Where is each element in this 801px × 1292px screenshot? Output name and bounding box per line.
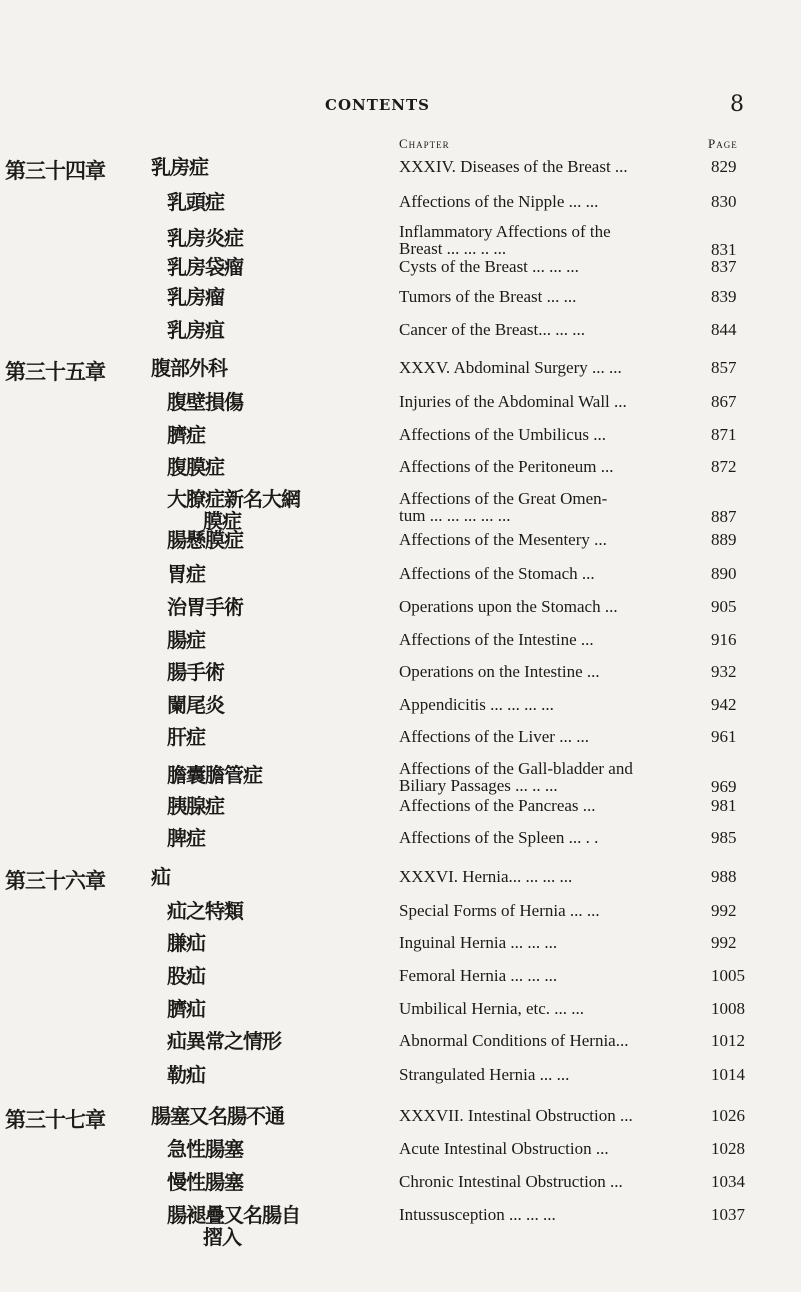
english-title: Femoral Hernia ... ... ... [399,966,558,985]
chinese-chapter-number: 第三十四章 [5,159,105,183]
chinese-title: 乳頭症 [167,190,224,214]
chinese-title-continued: 摺入 [203,1225,241,1249]
page-ref: 1028 [711,1139,745,1158]
english-title-continued: Breast ... ... .. ... [399,239,507,258]
chinese-title: 膁疝 [167,931,205,955]
chinese-title: 乳房炎症 [167,226,243,250]
page-ref: 985 [711,828,737,847]
english-title: XXXVI. Hernia... ... ... ... [399,867,573,886]
page-ref: 942 [711,695,737,714]
english-title: Affections of the Gall-bladder and [399,759,633,778]
page-ref: 1012 [711,1031,745,1050]
chinese-title: 疝 [151,865,170,889]
chinese-title: 乳房疽 [167,318,224,342]
page-ref: 992 [711,901,737,920]
page-ref: 887 [711,507,737,526]
english-title: Appendicitis ... ... ... ... [399,695,554,714]
english-title: Affections of the Liver ... ... [399,727,589,746]
chinese-chapter-number: 第三十七章 [5,1108,105,1132]
english-title: Intussusception ... ... ... [399,1205,556,1224]
chinese-title: 大膫症新名大網 [167,487,300,511]
page-ref: 857 [711,358,737,377]
page-ref: 844 [711,320,737,339]
page-ref: 992 [711,933,737,952]
page-ref: 1014 [711,1065,745,1084]
page-ref: 830 [711,192,737,211]
english-title: Cysts of the Breast ... ... ... [399,257,579,276]
chinese-title: 疝之特類 [167,899,243,923]
chinese-title: 腸塞又名腸不通 [151,1104,284,1128]
chinese-title: 臍疝 [167,997,205,1021]
english-title: XXXVII. Intestinal Obstruction ... [399,1106,633,1125]
page-ref: 1005 [711,966,745,985]
page-ref: 988 [711,867,737,886]
chinese-title: 闌尾炎 [167,693,224,717]
chinese-title: 臍症 [167,423,205,447]
chinese-title-continued: 膜症 [203,509,241,533]
english-title: Cancer of the Breast... ... ... [399,320,585,339]
english-title: Affections of the Stomach ... [399,564,595,583]
page-ref: 837 [711,257,737,276]
chinese-title: 乳房袋瘤 [167,255,243,279]
chinese-title: 腹壁損傷 [167,390,243,414]
english-title: Affections of the Intestine ... [399,630,594,649]
chinese-title: 膽囊膽管症 [167,763,262,787]
chinese-title: 乳房瘤 [167,285,224,309]
chinese-title: 脾症 [167,826,205,850]
page-ref: 981 [711,796,737,815]
page-ref: 1026 [711,1106,745,1125]
page-ref: 916 [711,630,737,649]
english-title: Affections of the Peritoneum ... [399,457,614,476]
english-title: Tumors of the Breast ... ... [399,287,577,306]
page-ref: 969 [711,777,737,796]
page-ref: 905 [711,597,737,616]
english-title-continued: Biliary Passages ... .. ... [399,776,558,795]
chinese-title: 乳房症 [151,155,208,179]
running-title: CONTENTS [325,96,431,114]
page-ref: 932 [711,662,737,681]
english-title: Injuries of the Abdominal Wall ... [399,392,627,411]
chinese-title: 疝異常之情形 [167,1029,281,1053]
page-ref: 961 [711,727,737,746]
english-title: Abnormal Conditions of Hernia... [399,1031,629,1050]
english-title: Special Forms of Hernia ... ... [399,901,600,920]
english-title: Affections of the Mesentery ... [399,530,607,549]
english-title: Strangulated Hernia ... ... [399,1065,570,1084]
english-title: Affections of the Umbilicus ... [399,425,606,444]
chinese-title: 治胃手術 [167,595,243,619]
page-ref: 839 [711,287,737,306]
english-title: Acute Intestinal Obstruction ... [399,1139,609,1158]
chinese-title: 腹部外科 [151,356,227,380]
chinese-title: 腸懸膜症 [167,528,243,552]
page-header [0,92,801,120]
english-title: Affections of the Great Omen- [399,489,608,508]
page-ref: 890 [711,564,737,583]
english-title: Operations upon the Stomach ... [399,597,618,616]
page-ref: 1008 [711,999,745,1018]
chinese-title: 肝症 [167,725,205,749]
page-ref: 889 [711,530,737,549]
english-title: Inguinal Hernia ... ... ... [399,933,558,952]
page-ref: 867 [711,392,737,411]
chinese-title: 腸手術 [167,660,224,684]
english-title: Affections of the Spleen ... . . [399,828,599,847]
chinese-title: 股疝 [167,964,205,988]
page-ref: 871 [711,425,737,444]
english-title-continued: tum ... ... ... ... ... [399,506,511,525]
chinese-title: 胰腺症 [167,794,224,818]
chinese-title: 腸症 [167,628,205,652]
page-ref: 1034 [711,1172,745,1191]
page-number: 8 [730,92,744,117]
page-ref: 1037 [711,1205,745,1224]
chinese-chapter-number: 第三十六章 [5,869,105,893]
english-title: Affections of the Nipple ... ... [399,192,599,211]
chinese-title: 腸褪疊又名腸自 [167,1203,300,1227]
english-title: Operations on the Intestine ... [399,662,600,681]
english-title: Chronic Intestinal Obstruction ... [399,1172,623,1191]
chinese-title: 急性腸塞 [167,1137,243,1161]
english-title: XXXV. Abdominal Surgery ... ... [399,358,622,377]
english-title: Affections of the Pancreas ... [399,796,596,815]
page-ref: 831 [711,240,737,259]
english-title: XXXIV. Diseases of the Breast ... [399,157,628,176]
english-title: Umbilical Hernia, etc. ... ... [399,999,585,1018]
page-column-label: Page [708,136,738,151]
page-ref: 829 [711,157,737,176]
chinese-title: 勒疝 [167,1063,205,1087]
chapter-column-label: Chapter [399,136,450,151]
english-title: Inflammatory Affections of the [399,222,611,241]
chinese-title: 腹膜症 [167,455,224,479]
chinese-title: 慢性腸塞 [167,1170,243,1194]
chinese-title: 胃症 [167,562,205,586]
page-ref: 872 [711,457,737,476]
chinese-chapter-number: 第三十五章 [5,360,105,384]
